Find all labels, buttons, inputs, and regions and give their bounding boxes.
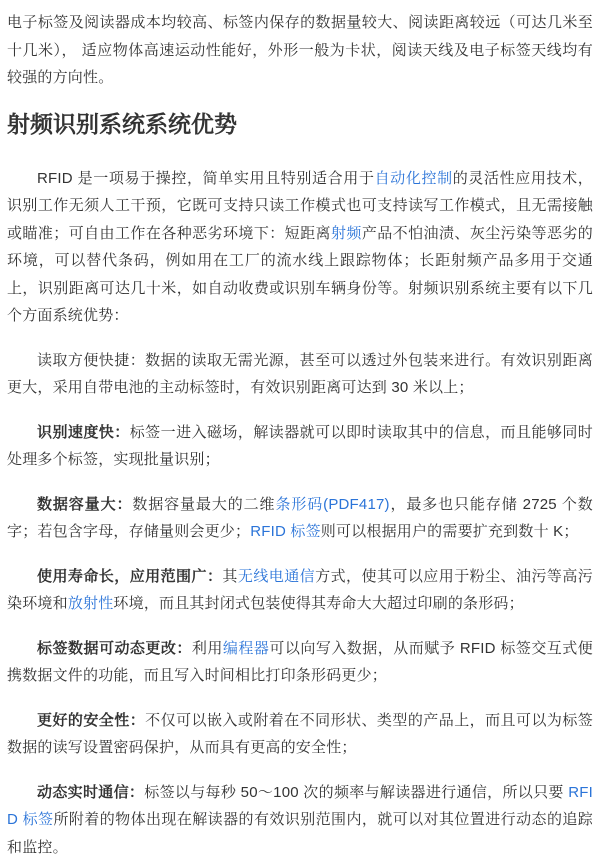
text-run: 的灵活性应用技术，识别工作无须人工干预，它既可支持只读工作模式也可支持读写工作模式，且无需接触或瞄准；可自由工作在各种恶劣环境下：短距离 (7, 170, 593, 242)
inline-link[interactable]: 放射性 (68, 595, 114, 612)
page-title: 射频识别系统系统优势 (7, 109, 593, 139)
bold-lead-in: 动态实时通信： (37, 784, 144, 801)
text-run: 所附着的物体出现在解读器的有效识别范围内，就可以对其位置进行动态的追踪和监控。 (7, 811, 593, 856)
text-run: 标签以与每秒 50～100 次的频率与解读器进行通信，所以只要 (144, 784, 568, 801)
text-run: 标签一进入磁场，解读器就可以即时读取其中的信息，而且能够同时处理多个标签，实现批量识别； (7, 424, 593, 469)
text-run: 不仅可以嵌入或附着在不同形状、类型的产品上，而且可以为标签数据的读写设置密码保护，从而具有更高的安全性； (7, 712, 593, 757)
intro-paragraph (7, 9, 593, 92)
advantage-paragraph-read-convenience (7, 347, 593, 402)
inline-link[interactable]: 编程器 (223, 640, 269, 657)
rfid-overview-paragraph (7, 165, 593, 330)
advantage-paragraph-recognition-speed (7, 419, 593, 474)
text-run: 其 (222, 568, 237, 585)
text-run: 电子标签及阅读器成本均较高、标签内保存的数据量较大、阅读距离较远（可达几米至十几米）， 适应物体高速运动性能好，外形一般为卡状，阅读天线及电子标签天线均有较强的方向性。 (7, 14, 593, 86)
text-run: ，最多也只能存储 2725 个数字；若包含字母，存储量则会更少； (7, 496, 593, 541)
text-run: 方式，使其可以应用于粉尘、油污等高污染环境和 (7, 568, 593, 613)
advantage-paragraph-security (7, 707, 593, 762)
advantage-paragraph-realtime-communication (7, 779, 593, 861)
text-run: 则可以根据用户的需要扩充到数十 K； (321, 523, 579, 540)
text-run: RFID 是一项易于操控，简单实用且特别适合用于 (37, 170, 375, 187)
text-run: 可以向写入数据，从而赋予 RFID 标签交互式便携数据文件的功能，而且写入时间相比打印条形码更少； (7, 640, 593, 685)
inline-link[interactable]: 无线电通信 (238, 568, 315, 585)
text-run: 产品不怕油渍、灰尘污染等恶劣的环境，可以替代条码，例如用在工厂的流水线上跟踪物体；长距射频产品多用于交通上，识别距离可达几十米，如自动收费或识别车辆身份等。射频识别系统主要有以下几个方面系统优势： (7, 225, 593, 325)
inline-link[interactable]: 自动化控制 (375, 170, 453, 187)
bold-lead-in: 使用寿命长，应用范围广： (37, 568, 222, 585)
inline-link[interactable]: RFID 标签 (250, 523, 321, 540)
inline-link[interactable]: 条形码(PDF417) (275, 496, 389, 513)
inline-link[interactable]: RFID 标签 (7, 784, 593, 829)
bold-lead-in: 识别速度快： (37, 424, 130, 441)
text-run: 数据容量最大的二维 (132, 496, 275, 513)
bold-lead-in: 标签数据可动态更改： (37, 640, 192, 657)
advantage-paragraph-lifespan (7, 563, 593, 618)
advantage-paragraph-dynamic-update (7, 635, 593, 690)
text-run: 利用 (192, 640, 223, 657)
bold-lead-in: 更好的安全性： (37, 712, 145, 729)
text-run: 环境，而且其封闭式包装使得其寿命大大超过印刷的条形码； (113, 595, 523, 612)
bold-lead-in: 数据容量大： (37, 496, 132, 513)
text-run: 读取方便快捷：数据的读取无需光源，甚至可以透过外包装来进行。有效识别距离更大，采用自带电池的主动标签时，有效识别距离可达到 30 米以上； (7, 352, 593, 397)
advantage-paragraph-data-capacity (7, 491, 593, 546)
inline-link[interactable]: 射频 (331, 225, 362, 242)
